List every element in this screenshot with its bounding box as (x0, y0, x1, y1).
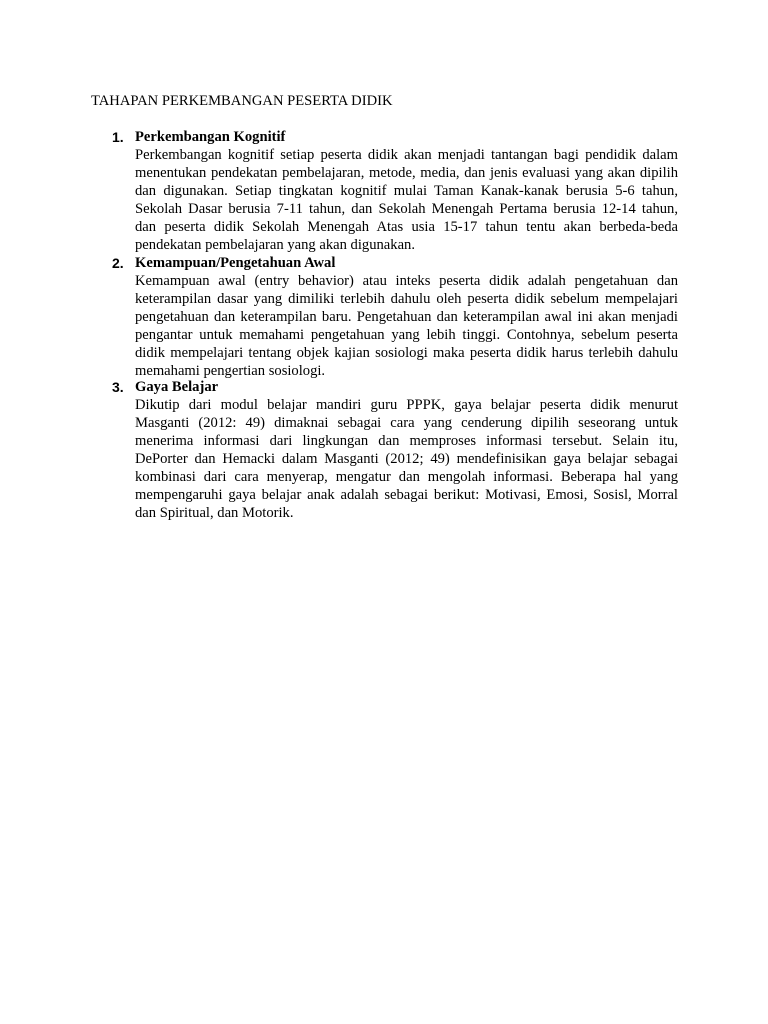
paragraph-line: dan digunakan. Setiap tingkatan kognitif mulai Taman Kanak-kanak berusia 5-6 tahun, (135, 183, 678, 199)
section-body (135, 128, 678, 254)
paragraph-line: Masganti (2012: 49) dimaknai sebagai cara yang cenderung dipilih seseorang untuk (135, 415, 678, 431)
section-body (135, 378, 678, 522)
paragraph-line: DePorter dan Hemacki dalam Masganti (2012; 49) mendefinisikan gaya belajar sebagai (135, 451, 678, 467)
paragraph-line: Dikutip dari modul belajar mandiri guru PPPK, gaya belajar peserta didik menurut (135, 397, 678, 413)
document-title: TAHAPAN PERKEMBANGAN PESERTA DIDIK (91, 93, 393, 109)
paragraph-line: pengantar untuk memahami pengetahuan yang lebih tinggi. Contohnya, sebelum peserta (135, 327, 678, 343)
paragraph-line: Sekolah Dasar berusia 7-11 tahun, dan Sekolah Menengah Pertama berusia 12-14 tahun, (135, 201, 678, 217)
paragraph-line: menerima informasi dari lingkungan dan memproses informasi tersebut. Selain itu, (135, 433, 678, 449)
section-heading: Kemampuan/Pengetahuan Awal (135, 255, 336, 271)
section-body (135, 254, 678, 380)
section-number: 1. (112, 129, 124, 145)
section-number: 3. (112, 379, 124, 395)
paragraph-line: pendekatan pembelajaran yang akan digunakan. (135, 237, 415, 253)
paragraph-line: Kemampuan awal (entry behavior) atau inteks peserta didik adalah pengetahuan dan (135, 273, 678, 289)
paragraph-line: pengetahuan dan keterampilan baru. Pengetahuan dan keterampilan awal ini akan menjadi (135, 309, 678, 325)
section-paragraph (135, 146, 678, 254)
section-heading: Perkembangan Kognitif (135, 129, 286, 145)
section-number: 2. (112, 255, 124, 271)
section-paragraph (135, 272, 678, 380)
section-paragraph (135, 396, 678, 522)
paragraph-line: dan peserta didik Sekolah Menengah Atas usia 15-17 tahun tentu akan berbeda-beda (135, 219, 678, 235)
paragraph-line: mempengaruhi gaya belajar anak adalah sebagai berikut: Motivasi, Emosi, Sosisl, Morral (135, 487, 678, 503)
paragraph-line: menentukan pendekatan pembelajaran, metode, media, dan jenis evaluasi yang akan dipilih (135, 165, 678, 181)
paragraph-line: memahami pengertian sosiologi. (135, 363, 326, 379)
paragraph-line: didik mempelajari tentang objek kajian sosiologi maka peserta didik harus terlebih dahulu (135, 345, 678, 361)
paragraph-line: Perkembangan kognitif setiap peserta didik akan menjadi tantangan bagi pendidik dalam (135, 147, 678, 163)
section-heading: Gaya Belajar (135, 379, 219, 395)
paragraph-line: keterampilan dasar yang dimiliki terlebih dahulu oleh peserta didik sebelum mempelajari (135, 291, 678, 307)
paragraph-line: dan Spiritual, dan Motorik. (135, 505, 294, 521)
paragraph-line: kombinasi dari cara menyerap, mengatur dan mengolah informasi. Beberapa hal yang (135, 469, 678, 485)
